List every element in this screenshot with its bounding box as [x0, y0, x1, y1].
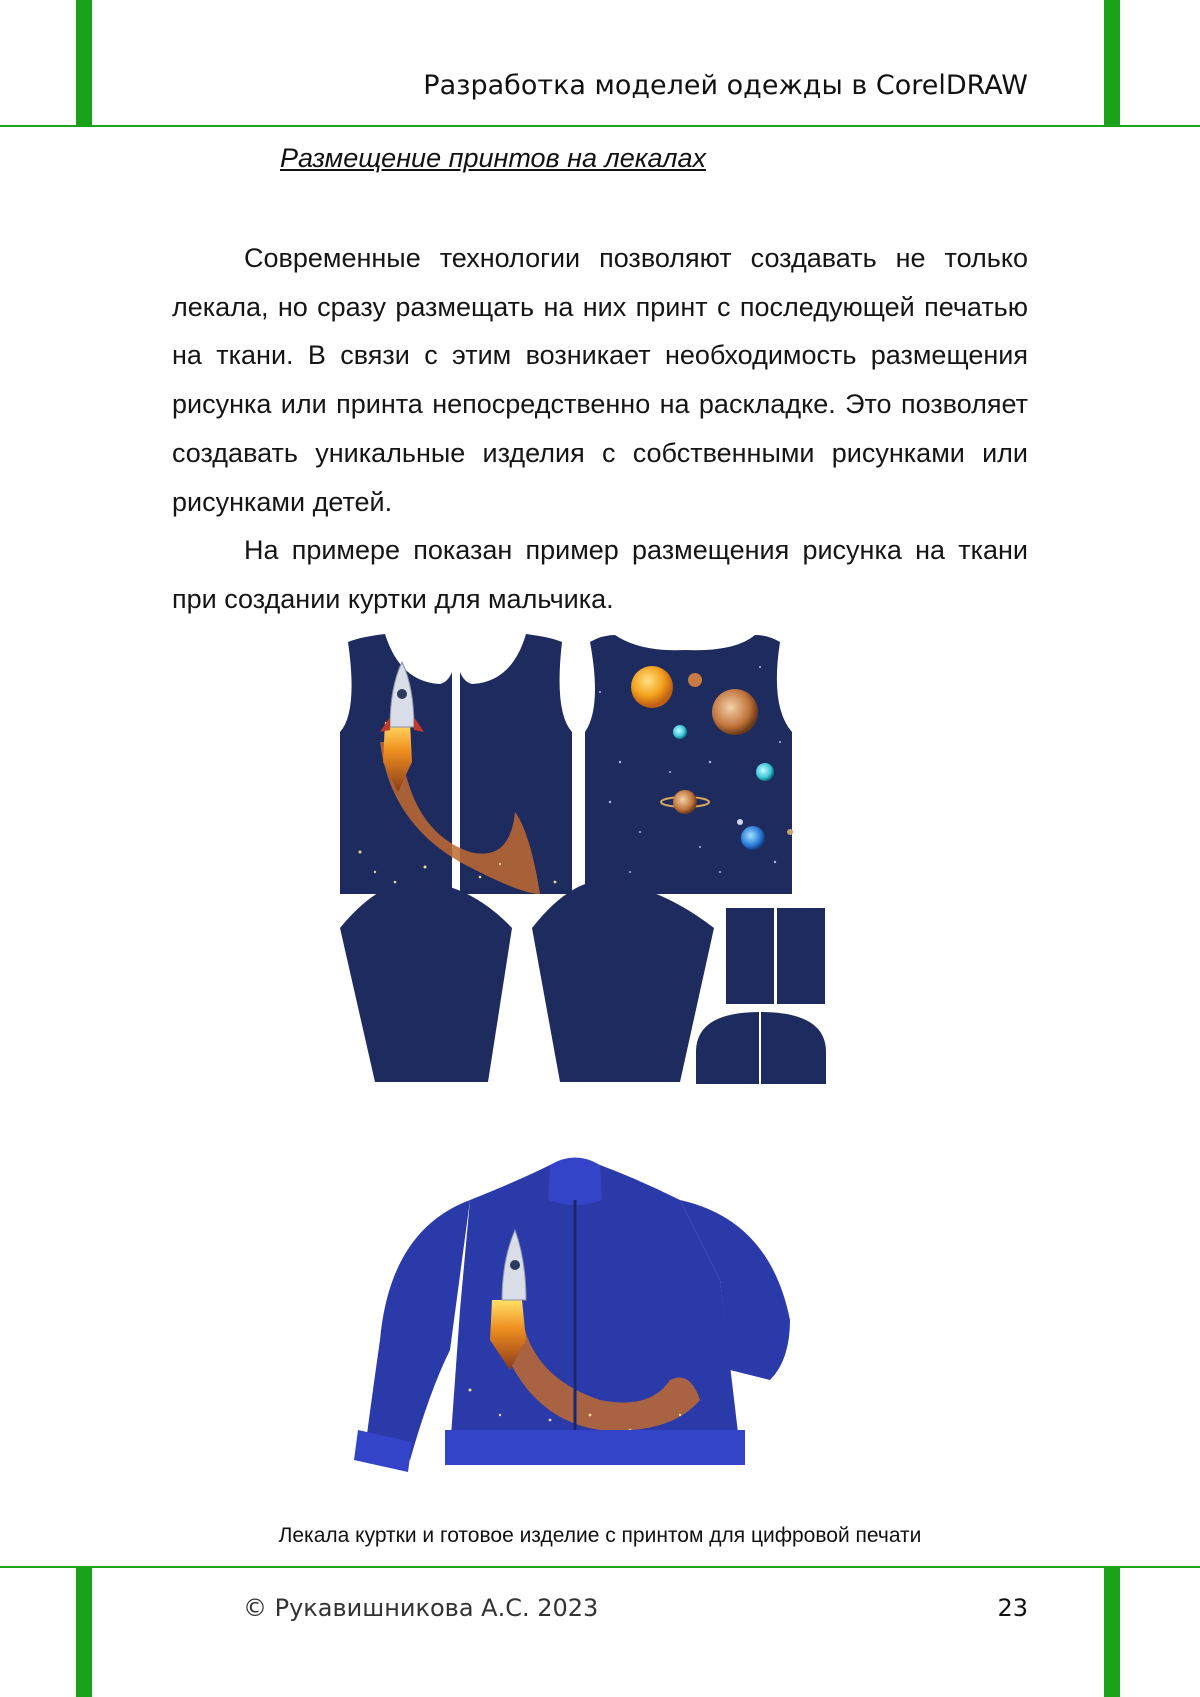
section-title: Размещение принтов на лекалах [280, 143, 706, 173]
paragraph: На примере показан пример размещения рисунка на ткани при создании куртки для мальчика. [172, 535, 1028, 614]
right-sleeve-piece [532, 880, 714, 1082]
figure-caption: Лекала куртки и готовое изделие с принтом для цифровой печати [278, 1524, 922, 1547]
left-sleeve-piece [340, 880, 512, 1082]
front-pattern-piece [340, 634, 572, 894]
jacket-patterns-figure [340, 632, 860, 1512]
header-right-bar [1104, 0, 1120, 125]
paragraph: Современные технологии позволяют создавать не только лекала, но сразу размещать на них принт с последующей печатью на ткани. В связи с этим возникает необходимость размещения рисунка или принта непосредственно на раскладке. Это позволяет создавать уникальные изделия с собственными рисунками или рисунками детей. [172, 243, 1028, 517]
page-number: 23 [997, 1594, 1028, 1622]
collar-piece-right [777, 908, 825, 1004]
footer-author: © Рукавишникова А.С. 2023 [243, 1594, 599, 1622]
finished-jacket [354, 1158, 790, 1473]
footer-right-bar [1104, 1566, 1120, 1697]
header-left-bar [76, 0, 92, 125]
header-title: Разработка моделей одежды в CorelDRAW [423, 70, 1028, 101]
footer-left-bar [76, 1566, 92, 1697]
collar-piece-left [726, 908, 774, 1004]
back-pattern-piece [585, 635, 793, 894]
header-rule [0, 125, 1200, 127]
footer-rule [0, 1566, 1200, 1568]
